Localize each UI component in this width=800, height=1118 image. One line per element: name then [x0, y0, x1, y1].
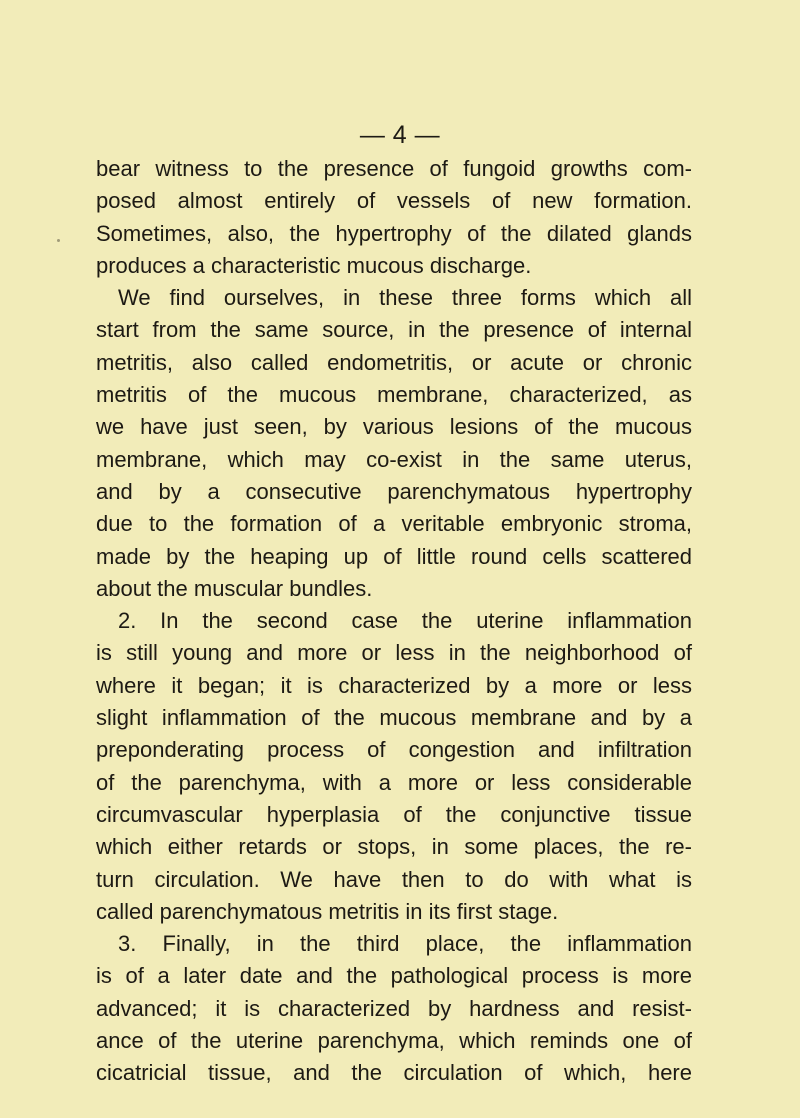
- text-line: which either retards or stops, in some places, the re-: [96, 834, 692, 860]
- page-number: — 4 —: [359, 121, 441, 149]
- text-line: metritis of the mucous membrane, characterized, as: [96, 382, 692, 408]
- text-line: membrane, which may co-exist in the same uterus,: [96, 446, 692, 472]
- text-line: bear witness to the presence of fungoid growths com-: [96, 156, 692, 181]
- text-line: Sometimes, also, the hypertrophy of the dilated glands: [96, 220, 692, 246]
- text-line: called parenchymatous metritis in its first stage.: [96, 898, 559, 924]
- text-line: slight inflammation of the mucous membrane and by a: [96, 705, 692, 731]
- text-line: 3. Finally, in the third place, the inflammation: [118, 931, 692, 957]
- text-line: is still young and more or less in the neighborhood of: [96, 640, 692, 666]
- text-line: we have just seen, by various lesions of the mucous: [96, 414, 692, 440]
- text-line: posed almost entirely of vessels of new formation.: [96, 188, 692, 214]
- text-line: is of a later date and the pathological process is more: [96, 963, 692, 989]
- text-line: turn circulation. We have then to do with what is: [96, 866, 692, 892]
- paper-speck: [57, 239, 60, 242]
- text-line: produces a characteristic mucous discharge.: [96, 252, 532, 278]
- text-line: where it began; it is characterized by a more or less: [96, 672, 692, 698]
- text-line: preponderating process of congestion and infiltration: [96, 737, 692, 763]
- text-line: cicatricial tissue, and the circulation of which, here: [96, 1060, 692, 1086]
- text-line: circumvascular hyperplasia of the conjunctive tissue: [96, 801, 692, 827]
- text-line: made by the heaping up of little round cells scattered: [96, 543, 692, 569]
- text-line: ance of the uterine parenchyma, which reminds one of: [96, 1028, 692, 1054]
- text-line: 2. In the second case the uterine inflammation: [118, 608, 692, 634]
- text-line: metritis, also called endometritis, or acute or chronic: [96, 349, 692, 375]
- body-text: [96, 153, 692, 1090]
- text-line: and by a consecutive parenchymatous hypertrophy: [96, 478, 692, 504]
- text-line: due to the formation of a veritable embryonic stroma,: [96, 511, 692, 537]
- text-line: advanced; it is characterized by hardness and resist-: [96, 995, 692, 1021]
- text-line: about the muscular bundles.: [96, 575, 373, 601]
- text-line: start from the same source, in the presence of internal: [96, 317, 692, 343]
- text-line: of the parenchyma, with a more or less considerable: [96, 769, 692, 795]
- text-line: We find ourselves, in these three forms which all: [118, 285, 692, 311]
